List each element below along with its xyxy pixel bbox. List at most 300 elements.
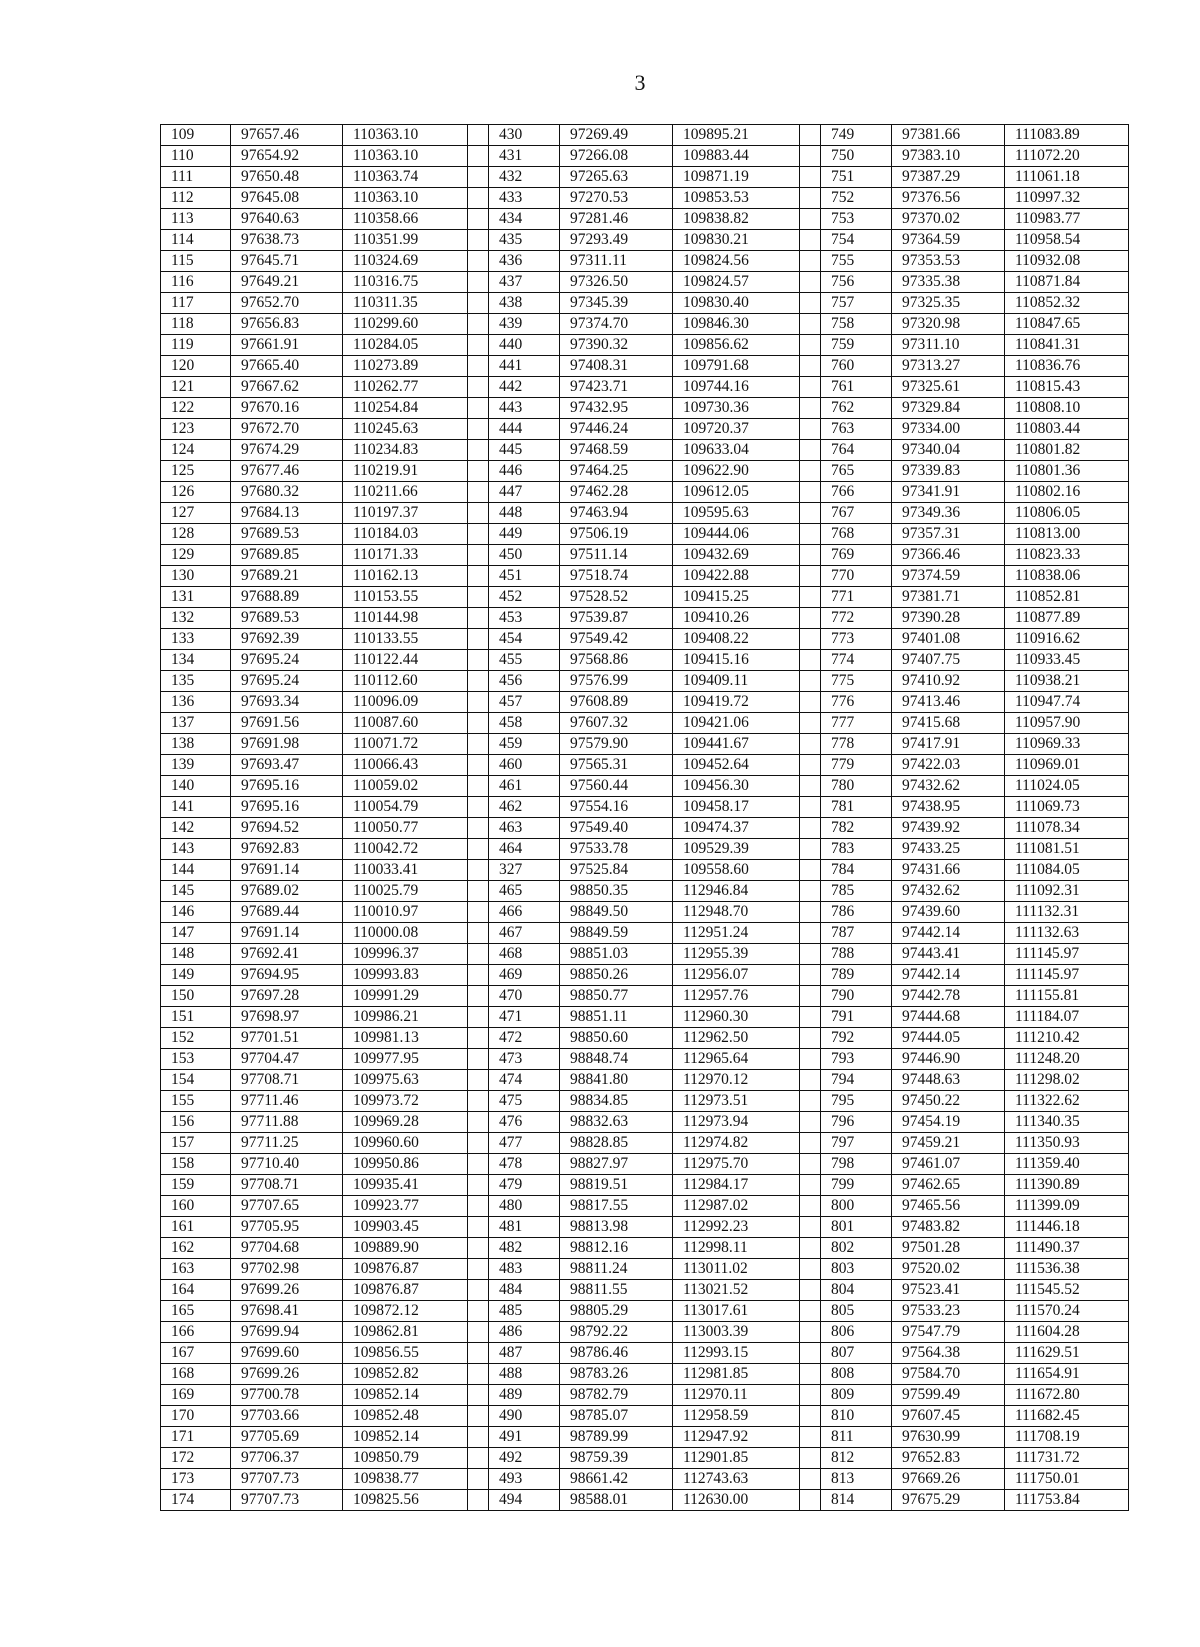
coord-y-cell: 112958.59 [673,1406,800,1427]
coord-x-cell: 97650.48 [231,167,343,188]
point-number-cell: 752 [821,188,892,209]
coord-y-cell: 111750.01 [1005,1469,1129,1490]
coord-y-cell: 111132.31 [1005,902,1129,923]
coord-x-cell: 97390.28 [892,608,1005,629]
point-number-cell: 787 [821,923,892,944]
point-number-cell: 750 [821,146,892,167]
table-row [161,629,1129,650]
coord-y-cell: 110184.03 [343,524,468,545]
coord-y-cell: 110087.60 [343,713,468,734]
coord-y-cell: 110802.16 [1005,482,1129,503]
coord-y-cell: 109824.56 [673,251,800,272]
coord-x-cell: 97345.39 [560,293,673,314]
coord-y-cell: 110841.31 [1005,335,1129,356]
coord-y-cell: 109852.14 [343,1385,468,1406]
table-row [161,419,1129,440]
coord-y-cell: 111446.18 [1005,1217,1129,1238]
point-number-cell: 810 [821,1406,892,1427]
table-row [161,1238,1129,1259]
table-row [161,1259,1129,1280]
coord-x-cell: 97341.91 [892,482,1005,503]
coord-x-cell: 97462.28 [560,482,673,503]
point-number-cell: 804 [821,1280,892,1301]
point-number-cell: 145 [161,881,231,902]
point-number-cell: 163 [161,1259,231,1280]
table-row [161,1469,1129,1490]
coord-y-cell: 111350.93 [1005,1133,1129,1154]
coord-x-cell: 98827.97 [560,1154,673,1175]
coord-y-cell: 109622.90 [673,461,800,482]
coord-x-cell: 97703.66 [231,1406,343,1427]
coord-x-cell: 97410.92 [892,671,1005,692]
separator-cell [468,755,489,776]
coord-y-cell: 110847.65 [1005,314,1129,335]
coord-y-cell: 111081.51 [1005,839,1129,860]
table-row [161,209,1129,230]
point-number-cell: 791 [821,1007,892,1028]
point-number-cell: 473 [489,1049,560,1070]
coord-y-cell: 110801.36 [1005,461,1129,482]
coord-x-cell: 97364.59 [892,230,1005,251]
coord-y-cell: 110933.45 [1005,650,1129,671]
coord-y-cell: 110153.55 [343,587,468,608]
table-row [161,692,1129,713]
point-number-cell: 142 [161,818,231,839]
coord-x-cell: 97293.49 [560,230,673,251]
coord-y-cell: 110262.77 [343,377,468,398]
separator-cell [468,566,489,587]
coord-y-cell: 112955.39 [673,944,800,965]
coord-y-cell: 109853.53 [673,188,800,209]
separator-cell [800,146,821,167]
coord-y-cell: 110324.69 [343,251,468,272]
coord-y-cell: 109991.29 [343,986,468,1007]
coord-y-cell: 109846.30 [673,314,800,335]
coord-x-cell: 97335.38 [892,272,1005,293]
coord-x-cell: 97694.52 [231,818,343,839]
coord-y-cell: 110112.60 [343,671,468,692]
point-number-cell: 769 [821,545,892,566]
coord-y-cell: 109935.41 [343,1175,468,1196]
coord-y-cell: 110171.33 [343,545,468,566]
coord-x-cell: 97630.99 [892,1427,1005,1448]
coord-y-cell: 110801.82 [1005,440,1129,461]
coord-y-cell: 111155.81 [1005,986,1129,1007]
coord-x-cell: 97533.78 [560,839,673,860]
coord-x-cell: 97370.02 [892,209,1005,230]
coord-x-cell: 97448.63 [892,1070,1005,1091]
point-number-cell: 777 [821,713,892,734]
coord-y-cell: 111210.42 [1005,1028,1129,1049]
coord-x-cell: 97698.97 [231,1007,343,1028]
coord-x-cell: 97547.79 [892,1322,1005,1343]
separator-cell [800,188,821,209]
separator-cell [800,839,821,860]
point-number-cell: 153 [161,1049,231,1070]
coord-x-cell: 97325.61 [892,377,1005,398]
coord-x-cell: 97442.14 [892,965,1005,986]
point-number-cell: 440 [489,335,560,356]
table-row [161,860,1129,881]
coordinates-table [160,124,1129,1511]
point-number-cell: 811 [821,1427,892,1448]
coord-x-cell: 97692.83 [231,839,343,860]
coord-x-cell: 97694.95 [231,965,343,986]
coord-x-cell: 97366.46 [892,545,1005,566]
coord-x-cell: 97528.52 [560,587,673,608]
point-number-cell: 786 [821,902,892,923]
point-number-cell: 117 [161,293,231,314]
separator-cell [468,209,489,230]
separator-cell [800,293,821,314]
page-number: 3 [634,70,646,95]
point-number-cell: 476 [489,1112,560,1133]
point-number-cell: 130 [161,566,231,587]
separator-cell [800,209,821,230]
coord-x-cell: 97506.19 [560,524,673,545]
point-number-cell: 444 [489,419,560,440]
point-number-cell: 165 [161,1301,231,1322]
coord-x-cell: 97706.37 [231,1448,343,1469]
point-number-cell: 760 [821,356,892,377]
separator-cell [468,692,489,713]
coord-x-cell: 97669.26 [892,1469,1005,1490]
coord-y-cell: 110211.66 [343,482,468,503]
coord-x-cell: 97349.36 [892,503,1005,524]
separator-cell [468,293,489,314]
coord-y-cell: 109456.30 [673,776,800,797]
point-number-cell: 761 [821,377,892,398]
coord-x-cell: 97710.40 [231,1154,343,1175]
table-row [161,1385,1129,1406]
point-number-cell: 790 [821,986,892,1007]
point-number-cell: 125 [161,461,231,482]
coord-y-cell: 110234.83 [343,440,468,461]
coord-y-cell: 112984.17 [673,1175,800,1196]
coord-x-cell: 97608.89 [560,692,673,713]
coord-x-cell: 97695.24 [231,671,343,692]
point-number-cell: 782 [821,818,892,839]
separator-cell [800,440,821,461]
coord-y-cell: 110363.10 [343,188,468,209]
table-row [161,818,1129,839]
coord-y-cell: 111390.89 [1005,1175,1129,1196]
point-number-cell: 464 [489,839,560,860]
point-number-cell: 780 [821,776,892,797]
coord-x-cell: 97654.92 [231,146,343,167]
separator-cell [800,167,821,188]
separator-cell [468,230,489,251]
coord-y-cell: 109612.05 [673,482,800,503]
coord-y-cell: 112974.82 [673,1133,800,1154]
coord-y-cell: 109977.95 [343,1049,468,1070]
coord-y-cell: 111604.28 [1005,1322,1129,1343]
point-number-cell: 763 [821,419,892,440]
separator-cell [468,272,489,293]
point-number-cell: 151 [161,1007,231,1028]
separator-cell [800,671,821,692]
table-row [161,503,1129,524]
table-row [161,377,1129,398]
point-number-cell: 776 [821,692,892,713]
point-number-cell: 465 [489,881,560,902]
coord-x-cell: 97705.69 [231,1427,343,1448]
coord-x-cell: 97450.22 [892,1091,1005,1112]
point-number-cell: 489 [489,1385,560,1406]
coord-y-cell: 111322.62 [1005,1091,1129,1112]
point-number-cell: 131 [161,587,231,608]
table-row [161,1007,1129,1028]
coord-y-cell: 111682.45 [1005,1406,1129,1427]
table-row [161,881,1129,902]
separator-cell [468,398,489,419]
table-row [161,1364,1129,1385]
coord-y-cell: 111145.97 [1005,944,1129,965]
coord-y-cell: 111078.34 [1005,818,1129,839]
table-row [161,125,1129,146]
coord-y-cell: 110871.84 [1005,272,1129,293]
point-number-cell: 457 [489,692,560,713]
table-row [161,482,1129,503]
point-number-cell: 168 [161,1364,231,1385]
separator-cell [800,1112,821,1133]
coord-x-cell: 97661.91 [231,335,343,356]
coord-x-cell: 98834.85 [560,1091,673,1112]
point-number-cell: 469 [489,965,560,986]
coord-y-cell: 110823.33 [1005,545,1129,566]
separator-cell [800,629,821,650]
coord-x-cell: 98588.01 [560,1490,673,1511]
table-row [161,146,1129,167]
coord-x-cell: 97422.03 [892,755,1005,776]
coord-x-cell: 97464.25 [560,461,673,482]
point-number-cell: 797 [821,1133,892,1154]
table-row [161,839,1129,860]
point-number-cell: 796 [821,1112,892,1133]
point-number-cell: 119 [161,335,231,356]
point-number-cell: 449 [489,524,560,545]
point-number-cell: 494 [489,1490,560,1511]
separator-cell [468,902,489,923]
coord-y-cell: 110273.89 [343,356,468,377]
coord-y-cell: 110957.90 [1005,713,1129,734]
separator-cell [800,755,821,776]
separator-cell [800,1448,821,1469]
coord-x-cell: 97691.56 [231,713,343,734]
coord-y-cell: 109838.77 [343,1469,468,1490]
point-number-cell: 157 [161,1133,231,1154]
point-number-cell: 445 [489,440,560,461]
coord-y-cell: 110254.84 [343,398,468,419]
point-number-cell: 789 [821,965,892,986]
coord-y-cell: 112993.15 [673,1343,800,1364]
coord-y-cell: 110808.10 [1005,398,1129,419]
point-number-cell: 327 [489,860,560,881]
point-number-cell: 144 [161,860,231,881]
separator-cell [468,1112,489,1133]
point-number-cell: 174 [161,1490,231,1511]
coord-y-cell: 110144.98 [343,608,468,629]
separator-cell [800,1469,821,1490]
separator-cell [468,1070,489,1091]
separator-cell [800,1049,821,1070]
table-row [161,713,1129,734]
coord-y-cell: 109529.39 [673,839,800,860]
point-number-cell: 111 [161,167,231,188]
coord-y-cell: 110162.13 [343,566,468,587]
table-row [161,398,1129,419]
coord-x-cell: 98811.55 [560,1280,673,1301]
point-number-cell: 461 [489,776,560,797]
separator-cell [800,1427,821,1448]
coord-y-cell: 109975.63 [343,1070,468,1091]
separator-cell [468,461,489,482]
coord-y-cell: 110363.74 [343,167,468,188]
coord-y-cell: 109421.06 [673,713,800,734]
coord-x-cell: 97576.99 [560,671,673,692]
coord-x-cell: 97269.49 [560,125,673,146]
point-number-cell: 120 [161,356,231,377]
coord-y-cell: 109850.79 [343,1448,468,1469]
coord-x-cell: 97584.70 [892,1364,1005,1385]
coord-x-cell: 97431.66 [892,860,1005,881]
coord-y-cell: 112956.07 [673,965,800,986]
table-row [161,755,1129,776]
separator-cell [468,440,489,461]
separator-cell [800,734,821,755]
point-number-cell: 154 [161,1070,231,1091]
separator-cell [468,776,489,797]
separator-cell [468,923,489,944]
coord-x-cell: 97468.59 [560,440,673,461]
coord-y-cell: 109408.22 [673,629,800,650]
coord-x-cell: 97407.75 [892,650,1005,671]
point-number-cell: 135 [161,671,231,692]
coord-x-cell: 97325.35 [892,293,1005,314]
coord-x-cell: 97565.31 [560,755,673,776]
coord-x-cell: 97266.08 [560,146,673,167]
coord-x-cell: 97640.63 [231,209,343,230]
point-number-cell: 132 [161,608,231,629]
coord-x-cell: 97320.98 [892,314,1005,335]
separator-cell [468,314,489,335]
coord-y-cell: 109903.45 [343,1217,468,1238]
coord-y-cell: 109950.86 [343,1154,468,1175]
point-number-cell: 751 [821,167,892,188]
point-number-cell: 467 [489,923,560,944]
point-number-cell: 167 [161,1343,231,1364]
coord-x-cell: 97579.90 [560,734,673,755]
coord-x-cell: 97707.73 [231,1469,343,1490]
coord-x-cell: 97677.46 [231,461,343,482]
coord-y-cell: 111083.89 [1005,125,1129,146]
coord-y-cell: 109973.72 [343,1091,468,1112]
coord-x-cell: 97699.94 [231,1322,343,1343]
coord-y-cell: 109923.77 [343,1196,468,1217]
point-number-cell: 482 [489,1238,560,1259]
separator-cell [800,965,821,986]
table-row [161,461,1129,482]
separator-cell [468,839,489,860]
point-number-cell: 115 [161,251,231,272]
coord-y-cell: 111536.38 [1005,1259,1129,1280]
coord-y-cell: 111490.37 [1005,1238,1129,1259]
coord-x-cell: 97381.71 [892,587,1005,608]
coord-x-cell: 97417.91 [892,734,1005,755]
coord-x-cell: 97684.13 [231,503,343,524]
separator-cell [468,608,489,629]
point-number-cell: 468 [489,944,560,965]
separator-cell [468,734,489,755]
table-row [161,587,1129,608]
table-row [161,1070,1129,1091]
coord-x-cell: 97311.11 [560,251,673,272]
coord-x-cell: 98786.46 [560,1343,673,1364]
point-number-cell: 118 [161,314,231,335]
table-row [161,1280,1129,1301]
point-number-cell: 491 [489,1427,560,1448]
point-number-cell: 127 [161,503,231,524]
coord-y-cell: 110133.55 [343,629,468,650]
coord-x-cell: 97413.46 [892,692,1005,713]
coord-x-cell: 98850.60 [560,1028,673,1049]
point-number-cell: 149 [161,965,231,986]
point-number-cell: 471 [489,1007,560,1028]
coord-y-cell: 110969.01 [1005,755,1129,776]
coord-x-cell: 97549.42 [560,629,673,650]
coord-x-cell: 97695.16 [231,776,343,797]
table-row [161,524,1129,545]
point-number-cell: 809 [821,1385,892,1406]
point-number-cell: 134 [161,650,231,671]
coord-y-cell: 109422.88 [673,566,800,587]
coord-y-cell: 110838.06 [1005,566,1129,587]
coord-x-cell: 97652.83 [892,1448,1005,1469]
separator-cell [800,818,821,839]
point-number-cell: 800 [821,1196,892,1217]
separator-cell [800,1343,821,1364]
coord-y-cell: 111061.18 [1005,167,1129,188]
coord-x-cell: 97599.49 [892,1385,1005,1406]
point-number-cell: 793 [821,1049,892,1070]
separator-cell [800,713,821,734]
coord-x-cell: 97711.46 [231,1091,343,1112]
coord-y-cell: 109862.81 [343,1322,468,1343]
point-number-cell: 480 [489,1196,560,1217]
point-number-cell: 488 [489,1364,560,1385]
table-row [161,965,1129,986]
table-row [161,608,1129,629]
coord-x-cell: 97689.53 [231,524,343,545]
coord-y-cell: 110351.99 [343,230,468,251]
point-number-cell: 779 [821,755,892,776]
coord-y-cell: 109889.90 [343,1238,468,1259]
coord-x-cell: 97433.25 [892,839,1005,860]
point-number-cell: 749 [821,125,892,146]
coord-x-cell: 97438.95 [892,797,1005,818]
table-row [161,272,1129,293]
coord-y-cell: 110311.35 [343,293,468,314]
coord-y-cell: 109830.21 [673,230,800,251]
coord-y-cell: 110033.41 [343,860,468,881]
point-number-cell: 483 [489,1259,560,1280]
coord-y-cell: 111753.84 [1005,1490,1129,1511]
coord-y-cell: 109986.21 [343,1007,468,1028]
separator-cell [800,860,821,881]
coord-x-cell: 97357.31 [892,524,1005,545]
coord-x-cell: 97442.14 [892,923,1005,944]
separator-cell [800,1259,821,1280]
